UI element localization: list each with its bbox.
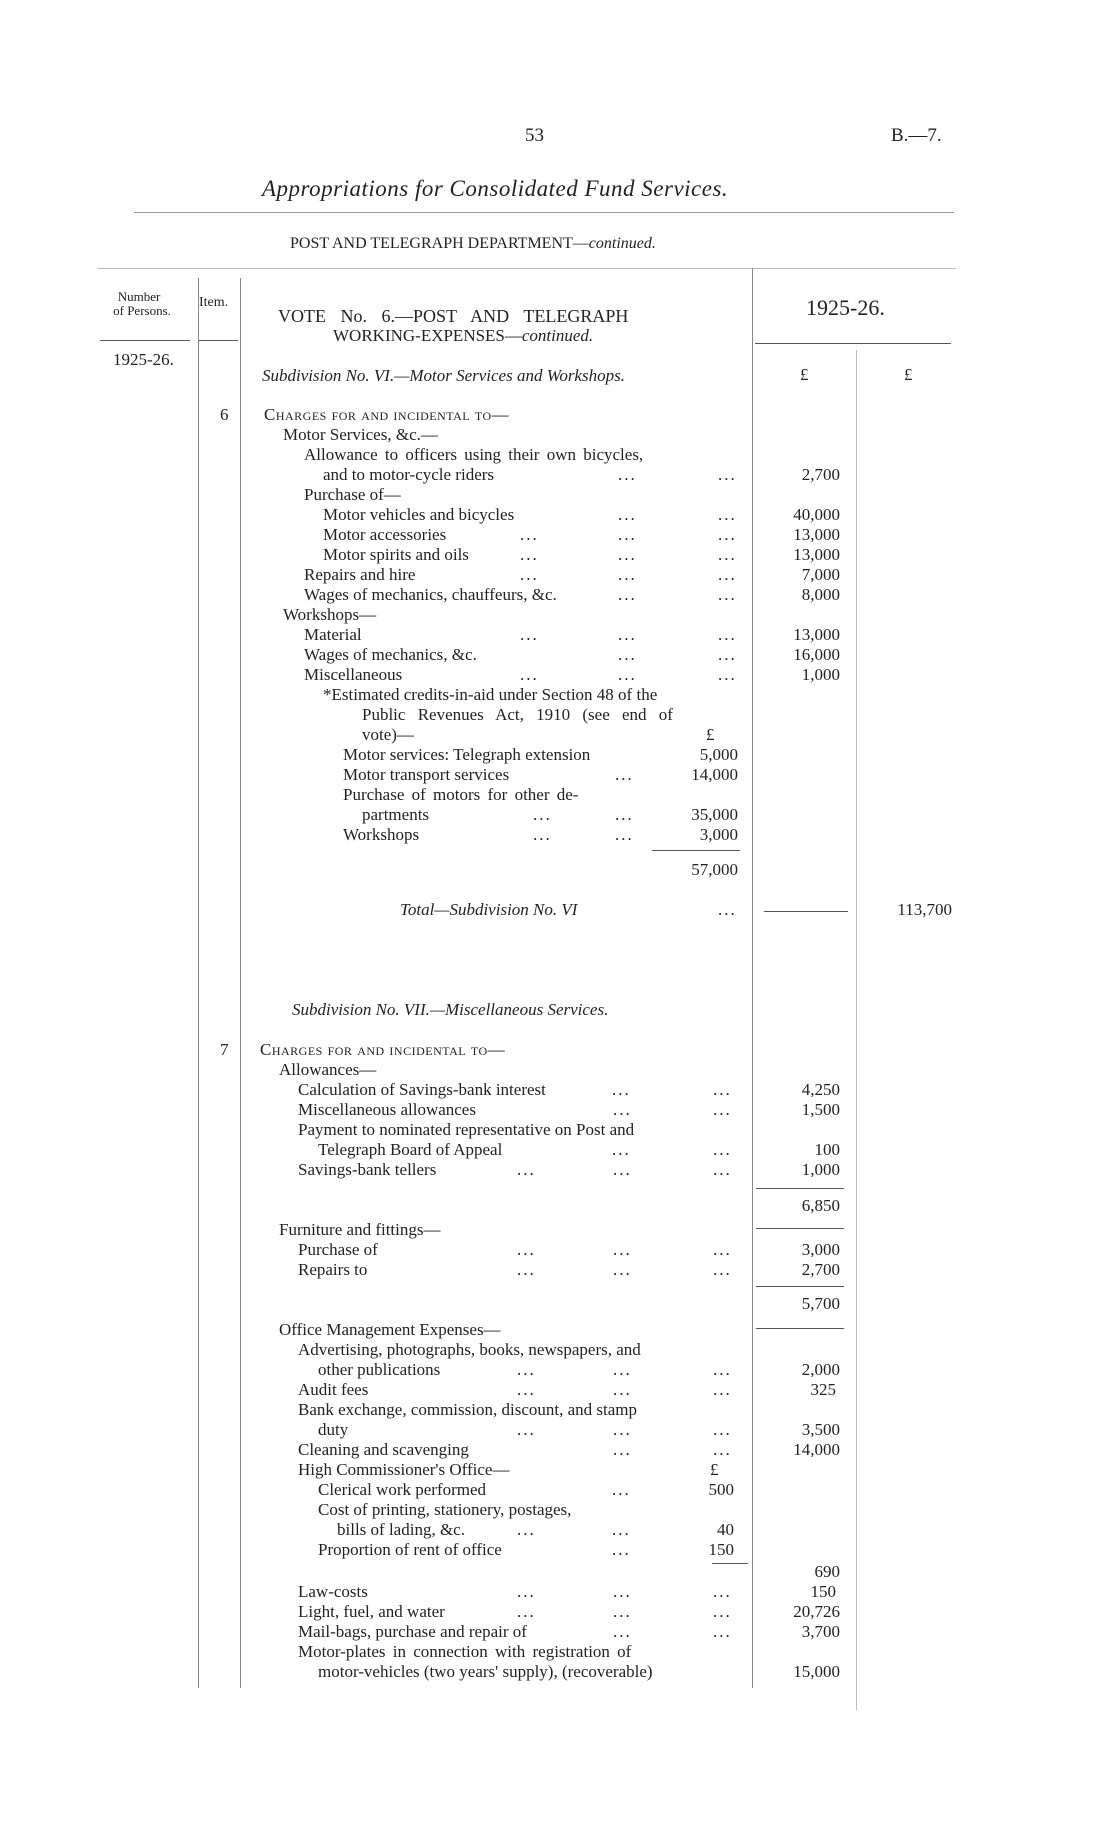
leader-dots: ...	[533, 805, 552, 824]
leader-dots: ...	[713, 1602, 732, 1621]
leader-dots: ...	[718, 585, 737, 604]
tellers-amount: 1,000	[801, 1160, 840, 1179]
leader-dots: ...	[517, 1360, 536, 1379]
leader-dots: ...	[615, 805, 634, 824]
leader-dots: ...	[520, 565, 539, 584]
leader-dots: ...	[517, 1260, 536, 1279]
item-number-6: 6	[220, 405, 229, 424]
credit-transport-label: Motor transport services	[343, 765, 510, 784]
department-name: POST AND TELEGRAPH DEPARTMENT—	[290, 235, 589, 252]
payment-amount: 100	[814, 1140, 840, 1159]
col-item-header: Item.	[199, 295, 229, 310]
leader-dots: ...	[718, 525, 737, 544]
leader-dots: ...	[618, 465, 637, 484]
vote-heading-line2	[333, 326, 593, 346]
advertising-line2: other publications	[318, 1360, 441, 1379]
furniture-rule	[756, 1228, 844, 1229]
allowances-heading: Allowances—	[279, 1060, 377, 1079]
hc-subtotal: 690	[814, 1562, 840, 1581]
office-management-heading: Office Management Expenses—	[279, 1320, 501, 1339]
motor-plates-line2: motor-vehicles (two years' supply), (recoverable)	[318, 1662, 653, 1681]
year-column-header: 1925-26.	[806, 295, 885, 320]
wages-mechanics-label: Wages of mechanics, &c.	[304, 645, 477, 664]
leader-dots: ...	[517, 1420, 536, 1439]
leader-dots: ...	[618, 505, 637, 524]
purchase-of-heading: Purchase of—	[304, 485, 401, 504]
credits-line1: *Estimated credits-in-aid under Section 48 of the	[323, 685, 658, 704]
leader-dots: ...	[613, 1622, 632, 1641]
credit-purchase-amount: 35,000	[691, 805, 738, 824]
credit-transport-amount: 14,000	[691, 765, 738, 784]
credits-line3: vote)—	[362, 725, 414, 744]
year-header-rule	[755, 343, 951, 344]
furniture-purchase-label: Purchase of	[298, 1240, 378, 1259]
leader-dots: ...	[517, 1582, 536, 1601]
bank-exchange-line1: Bank exchange, commission, discount, and stamp	[298, 1400, 637, 1419]
leader-dots: ...	[612, 1480, 631, 1499]
leader-dots: ...	[517, 1520, 536, 1539]
printing-cost-line2: bills of lading, &c.	[337, 1520, 465, 1539]
col-persons-header-2: of Persons.	[113, 303, 171, 318]
payment-line2: Telegraph Board of Appeal	[318, 1140, 503, 1159]
department-continued: continued.	[588, 235, 656, 252]
leader-dots: ...	[613, 1582, 632, 1601]
item-number-7: 7	[220, 1040, 229, 1059]
credits-line2: Public Revenues Act, 1910 (see end of	[362, 705, 673, 724]
motor-vehicles-amount: 40,000	[793, 505, 840, 524]
leader-dots: ...	[613, 1602, 632, 1621]
credits-pound-sign: £	[706, 725, 715, 744]
audit-fees-amount: 325	[810, 1380, 836, 1399]
leader-dots: ...	[613, 1440, 632, 1459]
furniture-subtotal: 5,700	[801, 1294, 840, 1313]
leader-dots: ...	[613, 1240, 632, 1259]
mail-bags-label: Mail-bags, purchase and repair of	[298, 1622, 527, 1641]
credits-sum-rule	[652, 850, 740, 851]
vote-heading-line1: VOTE No. 6.—POST AND TELEGRAPH	[278, 306, 629, 326]
motor-plates-amount: 15,000	[793, 1662, 840, 1681]
leader-dots: ...	[618, 645, 637, 664]
credit-purchase-label-2: partments	[362, 805, 430, 824]
credits-total: 57,000	[691, 860, 738, 879]
rent-label: Proportion of rent of office	[318, 1540, 502, 1559]
subdivision-6-total-label: Total—Subdivision No. VI	[400, 900, 578, 919]
audit-fees-label: Audit fees	[298, 1380, 369, 1399]
leader-dots: ...	[718, 645, 737, 664]
allowances-subtotal: 6,850	[801, 1196, 840, 1215]
furniture-repairs-label: Repairs to	[298, 1260, 368, 1279]
charges-heading-6: Charges for and incidental to—	[264, 405, 510, 424]
leader-dots: ...	[520, 665, 539, 684]
leader-dots: ...	[618, 665, 637, 684]
leader-dots: ...	[718, 900, 737, 919]
leader-dots: ...	[612, 1520, 631, 1539]
vote-heading-text: WORKING-EXPENSES—	[333, 326, 522, 345]
hc-pound-sign: £	[710, 1460, 719, 1479]
col-persons-header-1: Number	[117, 289, 161, 304]
leader-dots: ...	[613, 1380, 632, 1399]
leader-dots: ...	[718, 545, 737, 564]
credit-purchase-label-1: Purchase of motors for other de-	[343, 785, 579, 804]
advertising-line1: Advertising, photographs, books, newspapers, and	[298, 1340, 641, 1359]
leader-dots: ...	[533, 825, 552, 844]
credit-telegraph-label: Motor services: Telegraph extension	[343, 745, 591, 764]
leader-dots: ...	[718, 625, 737, 644]
pound-sign-col2: £	[904, 365, 913, 384]
misc-allowances-label: Miscellaneous allowances	[298, 1100, 476, 1119]
cleaning-amount: 14,000	[793, 1440, 840, 1459]
credit-telegraph-amount: 5,000	[699, 745, 738, 764]
furniture-repairs-amount: 2,700	[801, 1260, 840, 1279]
leader-dots: ...	[613, 1160, 632, 1179]
allowance-amount: 2,700	[801, 465, 840, 484]
leader-dots: ...	[618, 525, 637, 544]
leader-dots: ...	[612, 1080, 631, 1099]
vote-heading-continued: continued.	[521, 326, 594, 345]
leader-dots: ...	[615, 765, 634, 784]
col-persons-year: 1925-26.	[113, 350, 174, 369]
leader-dots: ...	[615, 825, 634, 844]
leader-dots: ...	[613, 1100, 632, 1119]
leader-dots: ...	[718, 505, 737, 524]
total-dash	[764, 911, 848, 912]
allowances-sum-rule	[756, 1188, 844, 1189]
motor-accessories-label: Motor accessories	[323, 525, 447, 544]
page-title: Appropriations for Consolidated Fund Services.	[262, 176, 729, 201]
leader-dots: ...	[618, 565, 637, 584]
motor-accessories-amount: 13,000	[793, 525, 840, 544]
motor-spirits-amount: 13,000	[793, 545, 840, 564]
law-costs-amount: 150	[810, 1582, 836, 1601]
leader-dots: ...	[713, 1260, 732, 1279]
leader-dots: ...	[618, 585, 637, 604]
cleaning-label: Cleaning and scavenging	[298, 1440, 469, 1459]
leader-dots: ...	[713, 1440, 732, 1459]
savings-interest-label: Calculation of Savings-bank interest	[298, 1080, 546, 1099]
leader-dots: ...	[517, 1380, 536, 1399]
leader-dots: ...	[713, 1360, 732, 1379]
persons-header-rule	[100, 340, 190, 341]
repairs-amount: 7,000	[801, 565, 840, 584]
motor-vehicles-label: Motor vehicles and bicycles	[323, 505, 515, 524]
advertising-amount: 2,000	[801, 1360, 840, 1379]
payment-line1: Payment to nominated representative on Post and	[298, 1120, 635, 1139]
material-label: Material	[304, 625, 362, 644]
furniture-purchase-amount: 3,000	[801, 1240, 840, 1259]
savings-interest-amount: 4,250	[801, 1080, 840, 1099]
document-reference: B.—7.	[891, 125, 942, 146]
mail-bags-amount: 3,700	[801, 1622, 840, 1641]
leader-dots: ...	[713, 1582, 732, 1601]
light-fuel-label: Light, fuel, and water	[298, 1602, 445, 1621]
subdivision-6-heading: Subdivision No. VI.—Motor Services and Workshops.	[262, 366, 625, 385]
pound-sign-col1: £	[800, 365, 809, 384]
subdivision-7-heading: Subdivision No. VII.—Miscellaneous Services.	[292, 1000, 609, 1019]
leader-dots: ...	[520, 525, 539, 544]
allowance-line2: and to motor-cycle riders	[323, 465, 495, 484]
department-heading	[290, 234, 656, 254]
leader-dots: ...	[612, 1540, 631, 1559]
hc-sum-rule	[712, 1563, 748, 1564]
credit-workshops-label: Workshops	[343, 825, 420, 844]
leader-dots: ...	[713, 1080, 732, 1099]
workshops-heading: Workshops—	[283, 605, 377, 624]
law-costs-label: Law-costs	[298, 1582, 368, 1601]
wages-mechanics-amount: 16,000	[793, 645, 840, 664]
rent-amount: 150	[708, 1540, 734, 1559]
leader-dots: ...	[517, 1240, 536, 1259]
miscellaneous-amount: 1,000	[801, 665, 840, 684]
credit-workshops-amount: 3,000	[699, 825, 738, 844]
tellers-label: Savings-bank tellers	[298, 1160, 437, 1179]
leader-dots: ...	[713, 1140, 732, 1159]
miscellaneous-label: Miscellaneous	[304, 665, 403, 684]
repairs-label: Repairs and hire	[304, 565, 416, 584]
leader-dots: ...	[613, 1260, 632, 1279]
bank-exchange-line2: duty	[318, 1420, 349, 1439]
amounts-column-divider	[752, 268, 753, 1688]
persons-column-divider	[198, 278, 199, 1688]
light-fuel-amount: 20,726	[793, 1602, 840, 1621]
misc-allowances-amount: 1,500	[801, 1100, 840, 1119]
printing-cost-amount: 40	[717, 1520, 734, 1539]
leader-dots: ...	[713, 1420, 732, 1439]
furniture-sum-rule	[756, 1286, 844, 1287]
motor-plates-line1: Motor-plates in connection with registration of	[298, 1642, 632, 1661]
title-rule	[134, 212, 954, 213]
leader-dots: ...	[713, 1160, 732, 1179]
leader-dots: ...	[718, 465, 737, 484]
subdivision-6-total-amount: 113,700	[897, 900, 952, 919]
bank-exchange-amount: 3,500	[801, 1420, 840, 1439]
page-number: 53	[525, 125, 544, 146]
charges-heading-7: Charges for and incidental to—	[260, 1040, 506, 1059]
leader-dots: ...	[713, 1380, 732, 1399]
material-amount: 13,000	[793, 625, 840, 644]
item-header-rule	[198, 340, 238, 341]
table-top-rule	[98, 268, 956, 269]
leader-dots: ...	[718, 565, 737, 584]
total-column-divider	[856, 350, 857, 1710]
printing-cost-line1: Cost of printing, stationery, postages,	[318, 1500, 572, 1519]
leader-dots: ...	[613, 1420, 632, 1439]
leader-dots: ...	[618, 625, 637, 644]
leader-dots: ...	[713, 1100, 732, 1119]
allowance-line1: Allowance to officers using their own bicycles,	[304, 445, 644, 464]
item-column-divider	[240, 278, 241, 1688]
furniture-heading: Furniture and fittings—	[279, 1220, 441, 1239]
leader-dots: ...	[517, 1602, 536, 1621]
wages-amount: 8,000	[801, 585, 840, 604]
clerical-label: Clerical work performed	[318, 1480, 487, 1499]
leader-dots: ...	[718, 665, 737, 684]
high-commissioner-heading: High Commissioner's Office—	[298, 1460, 510, 1479]
leader-dots: ...	[520, 625, 539, 644]
clerical-amount: 500	[708, 1480, 734, 1499]
motor-services-heading: Motor Services, &c.—	[283, 425, 438, 444]
leader-dots: ...	[618, 545, 637, 564]
motor-spirits-label: Motor spirits and oils	[323, 545, 469, 564]
leader-dots: ...	[517, 1160, 536, 1179]
office-rule	[756, 1328, 844, 1329]
leader-dots: ...	[713, 1240, 732, 1259]
leader-dots: ...	[713, 1622, 732, 1641]
wages-label: Wages of mechanics, chauffeurs, &c.	[304, 585, 557, 604]
leader-dots: ...	[613, 1360, 632, 1379]
leader-dots: ...	[520, 545, 539, 564]
leader-dots: ...	[612, 1140, 631, 1159]
